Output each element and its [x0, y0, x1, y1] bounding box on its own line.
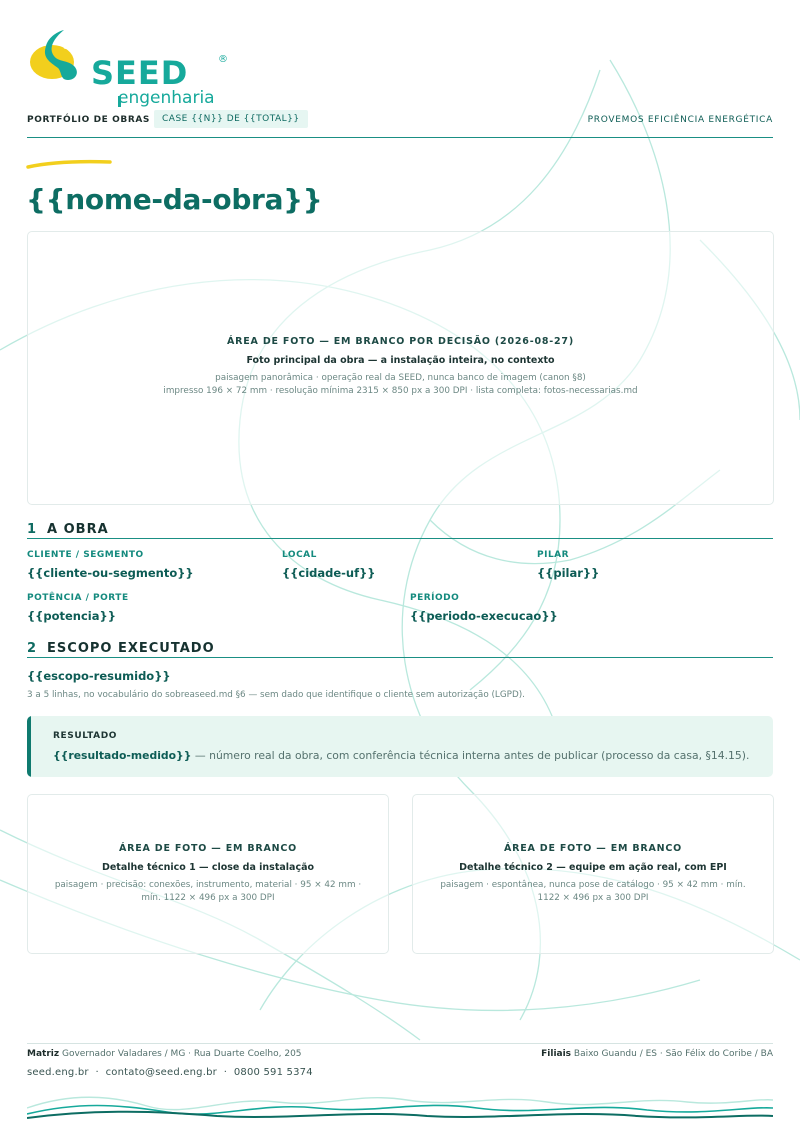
main-photo-guideline: paisagem panorâmica · operação real da SEED, nunca banco de imagem (canon §8): [215, 373, 586, 383]
result-callout: [27, 716, 773, 777]
client-segment-label: CLIENTE / SEGMENTO: [27, 550, 144, 560]
section-title: A OBRA: [47, 522, 109, 537]
detail-photo-specs: paisagem · precisão: conexões, instrumento, material · 95 × 42 mm · mín. 1122 × 496 px a 300 DPI: [54, 880, 362, 903]
client-segment-value: {{cliente-ou-segmento}}: [27, 566, 194, 580]
location-label: LOCAL: [282, 550, 317, 560]
registered-mark: ®: [218, 54, 228, 65]
footer-headquarters: [27, 1049, 302, 1059]
section-number: 2: [27, 641, 38, 656]
power-size-value: {{potencia}}: [27, 609, 116, 623]
seed-logo: [28, 26, 228, 108]
portfolio-label: PORTFÓLIO DE OBRAS: [27, 115, 151, 125]
result-value: {{resultado-medido}}: [53, 749, 192, 762]
pillar-value: {{pilar}}: [537, 566, 600, 580]
footer-branches: [541, 1049, 773, 1059]
main-photo-specs: impresso 196 × 72 mm · resolução mínima 2315 × 850 px a 300 DPI · lista completa: fotos-necessarias.md: [163, 385, 638, 396]
result-label: RESULTADO: [53, 731, 118, 741]
result-description: — número real da obra, com conferência técnica interna antes de publicar (processo da casa, §14.15).: [191, 749, 750, 762]
seed-drop-icon: [28, 26, 84, 82]
detail-photo-caption: [413, 843, 773, 905]
yellow-accent-stroke: [26, 158, 112, 170]
page-title: {{nome-da-obra}}: [26, 183, 323, 216]
power-size-label: POTÊNCIA / PORTE: [27, 593, 129, 603]
location-value: {{cidade-uf}}: [282, 566, 376, 580]
section-number: 1: [27, 522, 38, 537]
brand-tagline: PROVEMOS EFICIÊNCIA ENERGÉTICA: [587, 115, 773, 125]
footer-wave-decoration: [27, 1088, 773, 1120]
period-label: PERÍODO: [410, 593, 460, 603]
pillar-label: PILAR: [537, 550, 570, 560]
filiais-label: Filiais: [541, 1049, 572, 1059]
period-value: {{periodo-execucao}}: [410, 609, 558, 623]
matriz-address: Governador Valadares / MG · Rua Duarte Coelho, 205: [61, 1049, 302, 1059]
matriz-label: Matriz: [27, 1049, 60, 1059]
section-title: ESCOPO EXECUTADO: [47, 641, 215, 656]
main-photo-caption: [28, 336, 773, 398]
scope-summary: {{escopo-resumido}}: [27, 669, 171, 683]
document-header-bar: [27, 112, 773, 138]
detail-photo-title: Detalhe técnico 1 — close da instalação: [101, 862, 315, 873]
section-heading-a-obra: [27, 518, 773, 539]
main-photo-placeholder: [27, 231, 774, 505]
scope-guideline: 3 a 5 linhas, no vocabulário do sobreaseed.md §6 — sem dado que identifique o cliente sem autorização (LGPD).: [27, 690, 525, 700]
detail-photo-placeholder-1: [27, 794, 389, 954]
footer-divider: [27, 1043, 773, 1044]
detail-photo-title: Detalhe técnico 2 — equipe em ação real, com EPI: [459, 862, 727, 873]
filiais-list: Baixo Guandu / ES · São Félix do Coribe / BA: [573, 1049, 773, 1059]
result-accent-bar: [27, 716, 31, 777]
detail-photo-caption: [28, 843, 388, 905]
brand-name: SEED: [91, 54, 189, 92]
main-photo-title: Foto principal da obra — a instalação inteira, no contexto: [246, 355, 555, 366]
section-heading-escopo: [27, 637, 773, 658]
detail-photo-placeholder-2: [412, 794, 774, 954]
main-photo-kicker: ÁREA DE FOTO — EM BRANCO POR DECISÃO (2026-08-27): [227, 336, 574, 347]
brand-subtitle: engenharia: [118, 88, 215, 108]
detail-photo-specs: paisagem · espontânea, nunca pose de catálogo · 95 × 42 mm · mín. 1122 × 496 px a 300 DPI: [440, 880, 746, 903]
result-text: [53, 749, 749, 762]
footer-contacts: seed.eng.br · contato@seed.eng.br · 0800 591 5374: [27, 1067, 313, 1078]
detail-photo-kicker: ÁREA DE FOTO — EM BRANCO: [503, 843, 683, 854]
case-counter-badge: CASE {{N}} DE {{TOTAL}}: [154, 110, 308, 128]
detail-photo-kicker: ÁREA DE FOTO — EM BRANCO: [118, 843, 298, 854]
